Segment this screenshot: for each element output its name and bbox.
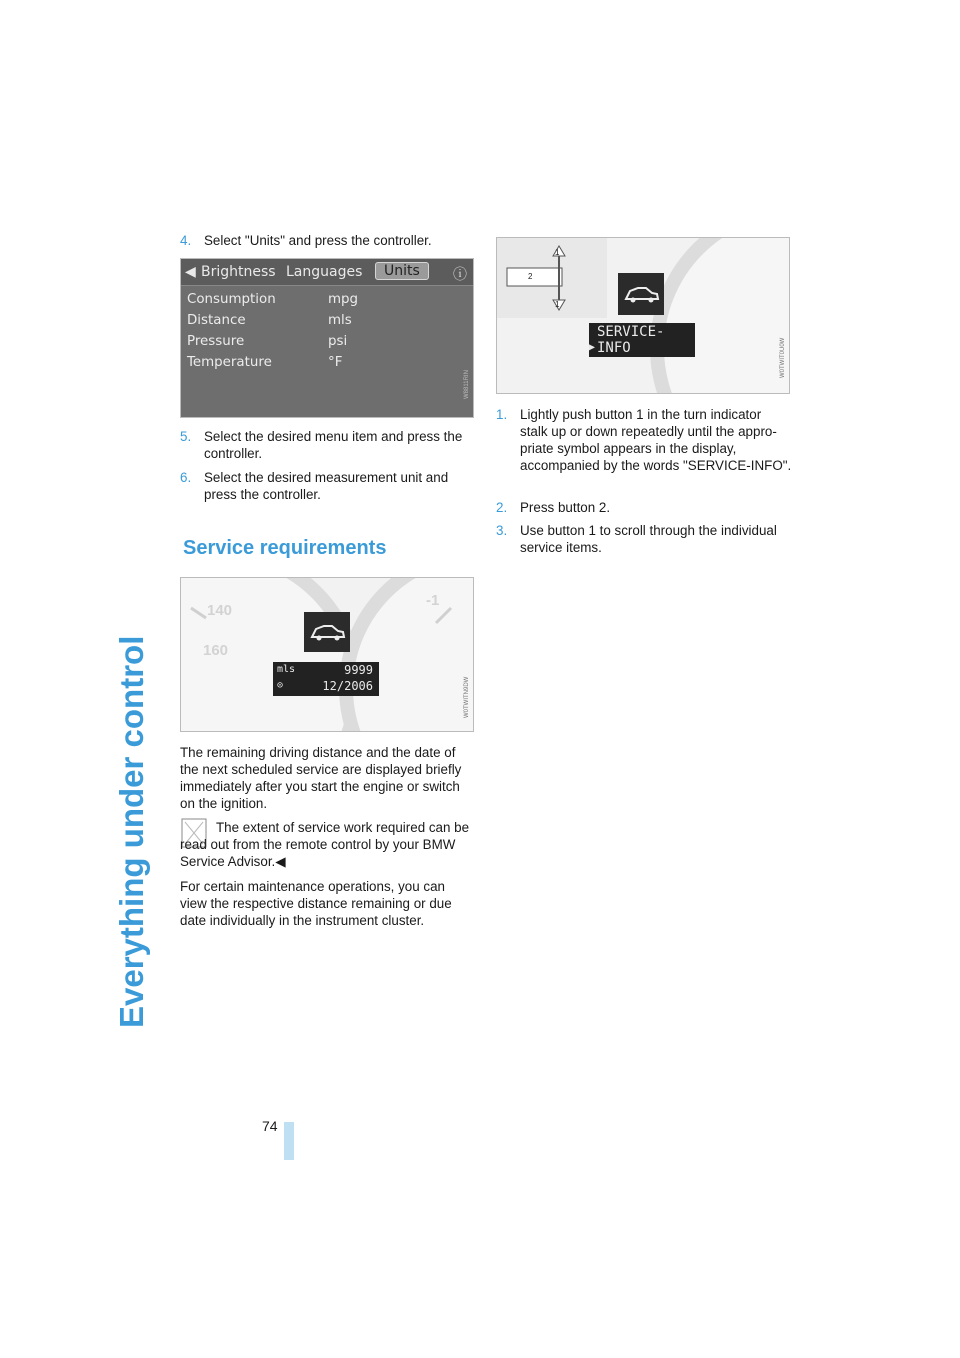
car-service-icon: [618, 273, 664, 315]
car-service-icon: [304, 612, 350, 652]
figure-code: W0TWIT0U0W: [780, 337, 786, 378]
service-info-line-1: SERVICE-: [597, 324, 665, 340]
menu-item-value: °F: [328, 355, 343, 370]
gauge-mark: 140: [207, 602, 233, 619]
note-service-advisor: The extent of service work required can be read out from the remote control by your BMW Service Advisor.◀: [180, 820, 470, 869]
menu-tab-bar: [181, 259, 473, 286]
gauge-mark: 160: [203, 642, 229, 659]
figure-code: W8811RIN: [464, 370, 470, 399]
service-readout: [273, 662, 379, 696]
distance-unit: mls: [277, 664, 296, 675]
units-menu-figure: [180, 258, 474, 418]
menu-item-label: Consumption: [187, 292, 276, 307]
stalk-diagram: [497, 238, 789, 393]
button-1-label: 1: [555, 300, 560, 309]
section-heading: Service requirements: [183, 537, 387, 559]
back-arrow-icon: ◀: [185, 264, 196, 280]
menu-item-value: psi: [328, 334, 348, 349]
paragraph-service-display: The remaining driving distance and the date of the next scheduled service are displayed briefly immediately after you start the engine or switch on the ignition.: [180, 745, 462, 811]
menu-item-label: Temperature: [187, 355, 272, 370]
service-info-readout: [589, 323, 695, 357]
info-icon: ⓘ: [453, 267, 467, 283]
service-info-figure: [496, 237, 790, 394]
figure-code: W0TWITN9DW: [464, 676, 470, 718]
button-2-label: 2: [528, 272, 533, 281]
tab-units: Units: [375, 262, 429, 280]
clock-icon: ⊙: [277, 680, 284, 691]
menu-item-label: Pressure: [187, 334, 245, 349]
service-display-figure: [180, 577, 474, 732]
button-1-label: 1: [555, 248, 560, 257]
menu-item-value: mls: [328, 313, 352, 328]
arrow-right-icon: ▶: [589, 342, 596, 353]
distance-value: 9999: [344, 663, 373, 677]
page-bar: [284, 1122, 294, 1160]
tab-brightness: Brightness: [201, 264, 276, 280]
menu-item-label: Distance: [187, 313, 246, 328]
tab-languages: Languages: [286, 264, 363, 280]
gauge-mark: -1: [426, 592, 440, 609]
page-number: 74: [262, 1118, 278, 1134]
service-info-line-2: INFO: [597, 340, 631, 356]
paragraph-maintenance: For certain maintenance operations, you can view the respective distance remaining or due date individually in the instrument cluster.: [180, 879, 452, 928]
service-date: 12/2006: [322, 679, 373, 693]
menu-item-value: mpg: [328, 292, 359, 307]
side-section-title: Everything under control: [113, 635, 150, 1028]
